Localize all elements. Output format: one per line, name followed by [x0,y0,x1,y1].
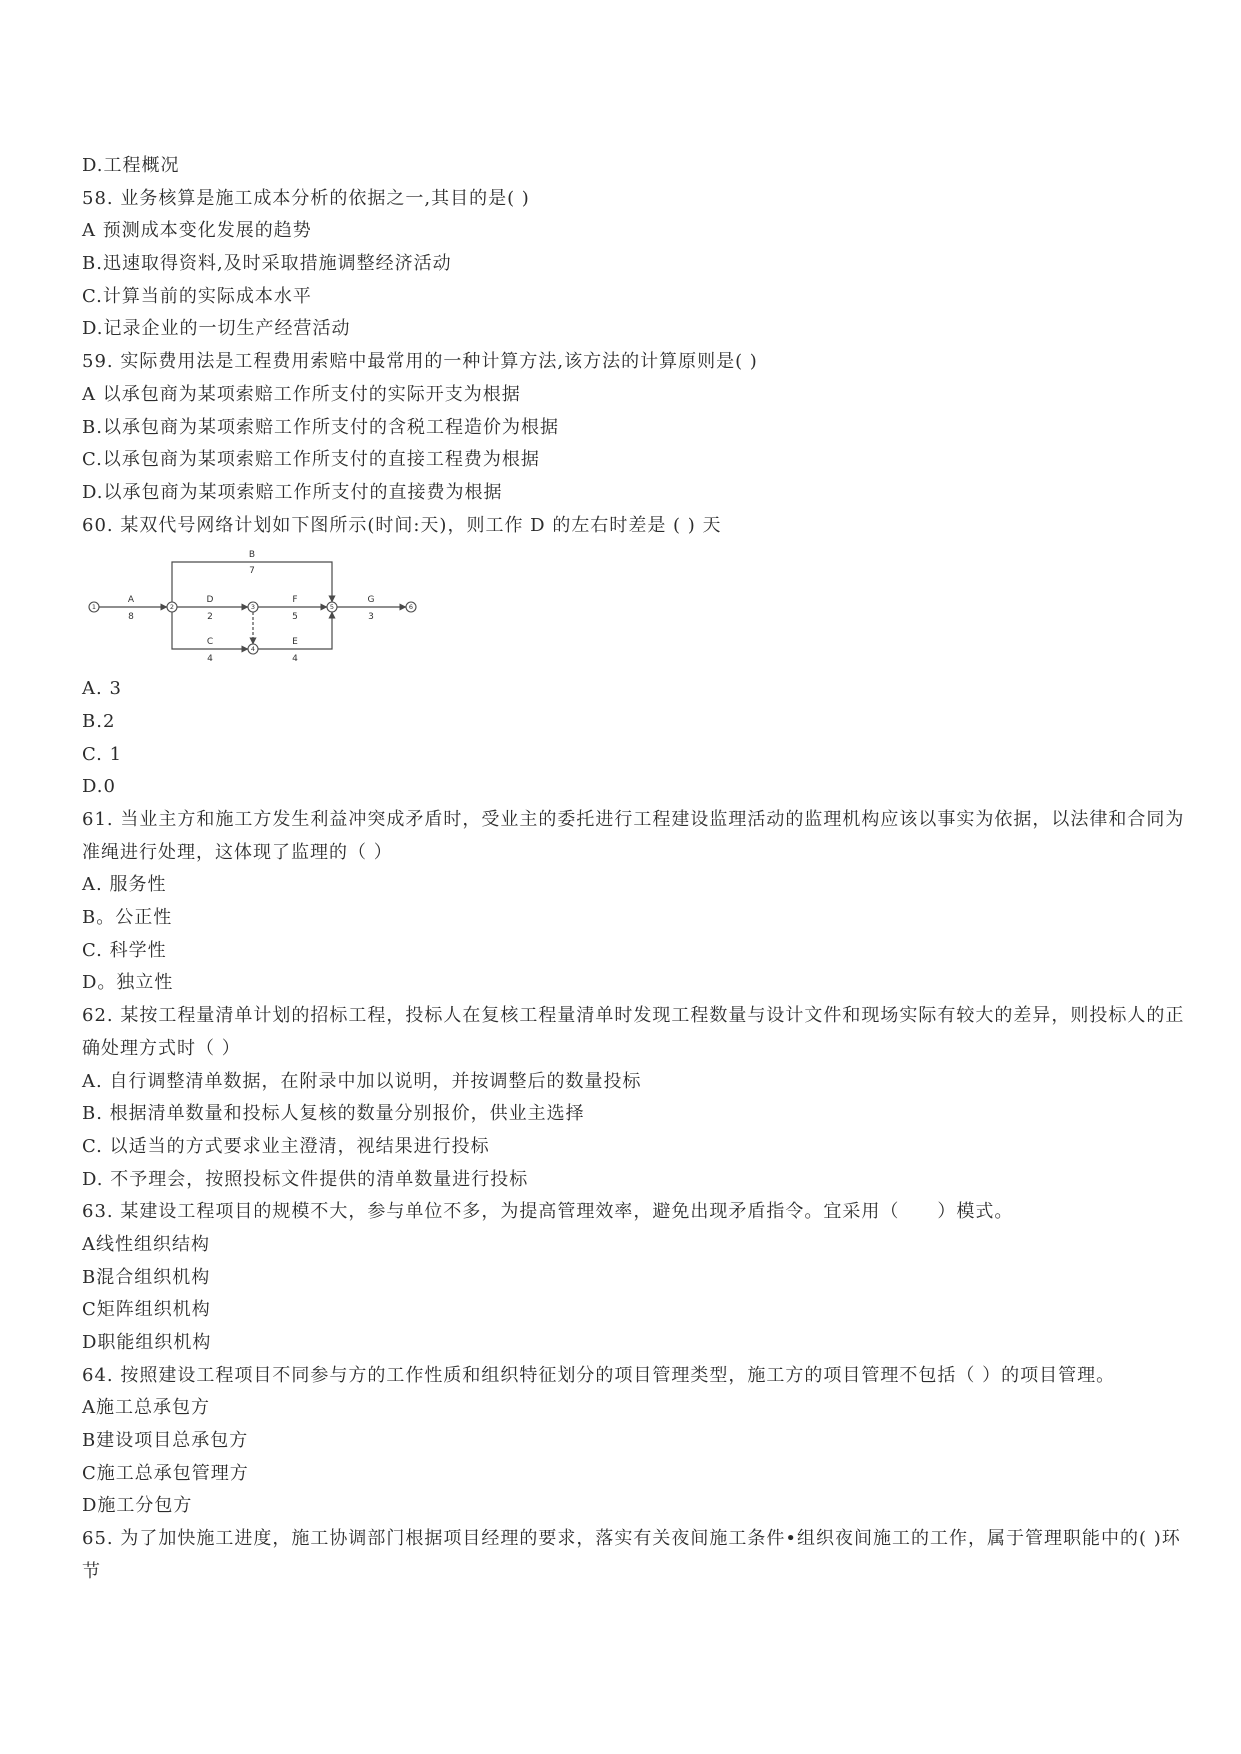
question-59-option-c: C.以承包商为某项索赔工作所支付的直接工程费为根据 [82,449,540,471]
question-58 [82,183,1222,346]
question-59 [82,346,1222,509]
question-60 [82,510,1222,804]
activity-g-duration: 3 [368,612,374,623]
activity-g-name: G [367,595,375,606]
question-59-stem: 59. 实际费用法是工程费用索赔中最常用的一种计算方法,该方法的计算原则是( ) [82,351,758,373]
activity-f-name: F [292,595,298,606]
activity-d-duration: 2 [207,612,213,623]
question-63-stem: 63. 某建设工程项目的规模不大，参与单位不多，为提高管理效率，避免出现矛盾指令。宜采用（ ）模式。 [82,1201,1014,1223]
question-61-option-c: C. 科学性 [82,939,167,961]
node-1-label: 1 [91,603,97,612]
network-diagram-svg [81,542,426,673]
activity-b-duration: 7 [249,566,255,577]
question-58-option-c: C.计算当前的实际成本水平 [82,285,312,307]
activity-a-name: A [127,595,135,606]
question-61-stem-line-2: 准绳进行处理，这体现了监理的（ ） [82,841,393,863]
question-64-option-c: C施工总承包管理方 [82,1462,249,1484]
activity-b-name: B [248,550,256,561]
node-5-label: 5 [329,603,335,612]
page-content [82,150,1222,1589]
question-65 [82,1523,1222,1588]
question-59-option-b: B.以承包商为某项索赔工作所支付的含税工程造价为根据 [82,416,559,438]
question-58-option-a: A 预测成本变化发展的趋势 [82,220,312,242]
question-64-option-b: B建设项目总承包方 [82,1430,249,1452]
activity-a-duration: 8 [128,612,134,623]
node-3-label: 3 [250,603,256,612]
question-64-option-a: A施工总承包方 [82,1397,210,1419]
question-62-option-a: A. 自行调整清单数据，在附录中加以说明，并按调整后的数量投标 [82,1070,642,1092]
question-60-option-b: B.2 [82,710,116,732]
question-62-stem-line-1: 62. 某按工程量清单计划的招标工程，投标人在复核工程量清单时发现工程数量与设计文件和现场实际有较大的差异，则投标人的正 [82,1005,1185,1027]
question-58-stem: 58. 业务核算是施工成本分析的依据之一,其目的是( ) [82,187,530,209]
question-64-stem: 64. 按照建设工程项目不同参与方的工作性质和组织特征划分的项目管理类型，施工方的项目管理不包括（ ）的项目管理。 [82,1364,1116,1386]
question-65-stem-line-2: 节 [82,1560,101,1582]
question-63 [82,1196,1222,1359]
question-58-option-b: B.迅速取得资料,及时采取措施调整经济活动 [82,253,452,275]
question-62-stem-line-2: 确处理方式时（ ） [82,1037,241,1059]
question-63-option-c: C矩阵组织机构 [82,1299,211,1321]
question-59-option-a: A 以承包商为某项索赔工作所支付的实际开支为根据 [82,383,521,405]
activity-c-name: C [206,637,214,648]
question-62 [82,1000,1222,1196]
question-63-option-b: B混合组织机构 [82,1266,211,1288]
question-62-option-d: D. 不予理会，按照投标文件提供的清单数量进行投标 [82,1168,529,1190]
question-62-option-b: B. 根据清单数量和投标人复核的数量分别报价，供业主选择 [82,1103,585,1125]
network-diagram [82,542,1222,673]
question-58-option-d: D.记录企业的一切生产经营活动 [82,318,351,340]
question-64-option-d: D施工分包方 [82,1495,193,1517]
activity-e-name: E [292,637,298,648]
node-4-label: 4 [250,645,256,654]
activity-d-name: D [206,595,214,606]
question-61-option-d: D。独立性 [82,972,174,994]
question-63-option-a: A线性组织结构 [82,1233,210,1255]
question-65-stem-line-1: 65. 为了加快施工进度，施工协调部门根据项目经理的要求，落实有关夜间施工条件•组织夜间施工的工作，属于管理职能中的( )环 [82,1528,1181,1550]
activity-c-duration: 4 [207,654,213,665]
question-60-option-c: C. 1 [82,743,123,765]
question-60-option-a: A. 3 [82,678,122,700]
question-61-stem-line-1: 61. 当业主方和施工方发生利益冲突成矛盾时，受业主的委托进行工程建设监理活动的监理机构应该以事实为依据，以法律和合同为 [82,809,1185,830]
activity-f-duration: 5 [292,612,298,623]
question-60-option-d: D.0 [82,776,116,798]
question-59-option-d: D.以承包商为某项索赔工作所支付的直接费为根据 [82,481,503,503]
node-2-label: 2 [169,603,175,612]
previous-question-option-d: D.工程概况 [82,155,180,176]
question-60-stem: 60. 某双代号网络计划如下图所示(时间:天)，则工作 D 的左右时差是 ( ) 天 [82,514,722,536]
question-61-option-b: B。公正性 [82,907,173,929]
activity-e-duration: 4 [292,654,298,665]
question-64 [82,1360,1222,1523]
question-62-option-c: C. 以适当的方式要求业主澄清，视结果进行投标 [82,1135,490,1157]
question-63-option-d: D职能组织机构 [82,1332,212,1353]
question-61 [82,804,1222,1000]
question-61-option-a: A. 服务性 [82,874,167,896]
node-6-label: 6 [408,603,414,612]
